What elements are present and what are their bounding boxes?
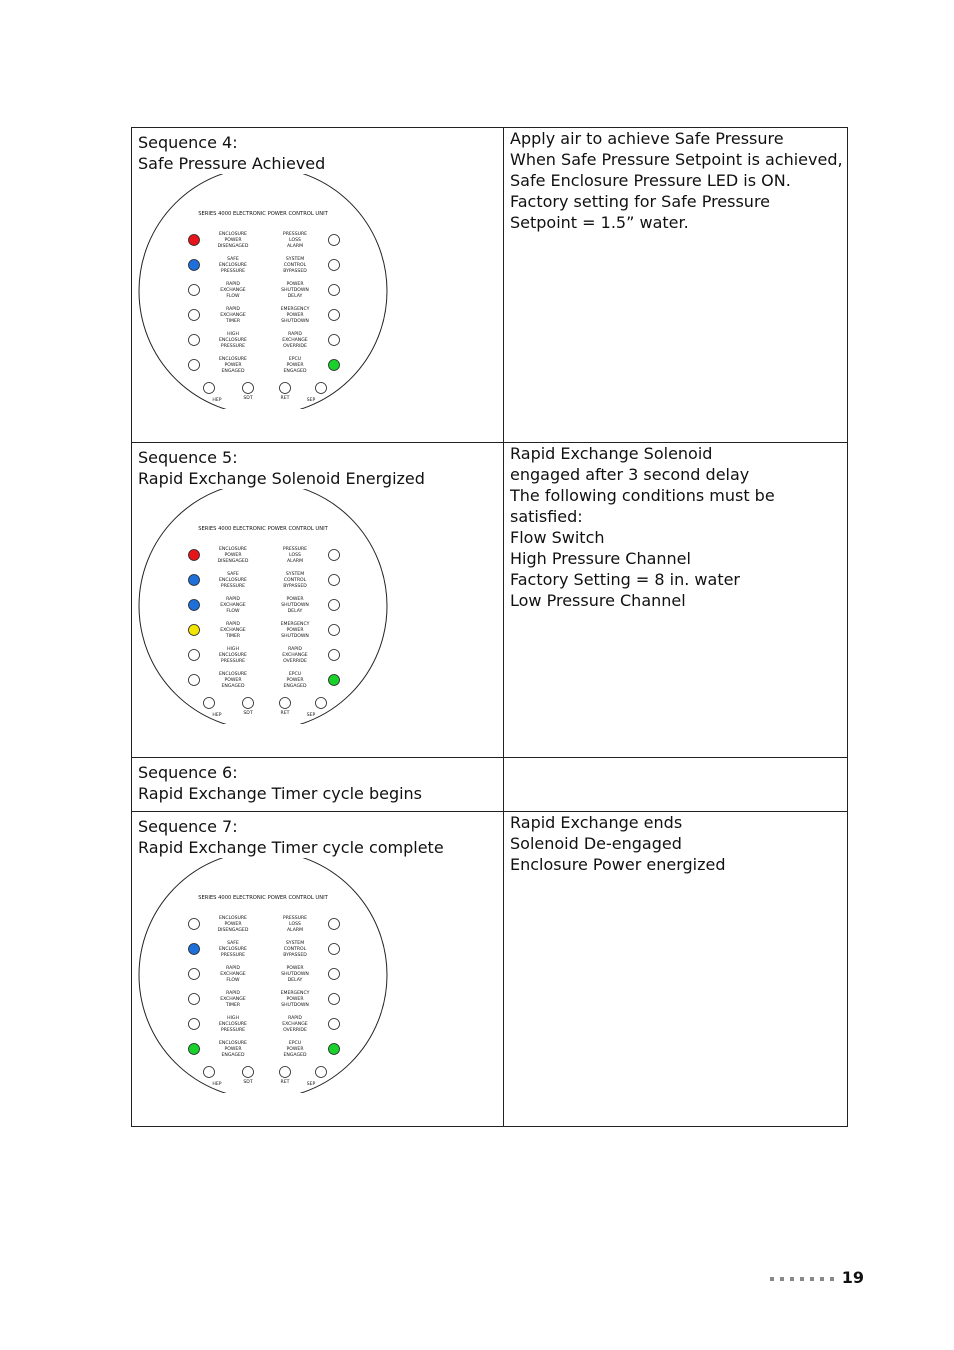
indicator-label: RAPID (288, 1016, 302, 1021)
indicator-label: PRESSURE (220, 953, 246, 958)
bottom-indicator (316, 698, 327, 709)
indicator-label: EXCHANGE (220, 972, 246, 977)
description-line: Rapid Exchange Solenoid (510, 444, 713, 463)
sequence-number: Sequence 4: (138, 133, 238, 152)
indicator-label: RAPID (226, 307, 240, 312)
description-line: Safe Enclosure Pressure LED is ON. (510, 171, 791, 190)
sequence-heading: Rapid Exchange Solenoid Energized (138, 469, 425, 488)
control-unit-dial (138, 174, 398, 409)
bottom-label: SDT (243, 396, 253, 401)
bottom-label: HEP (212, 398, 222, 403)
indicator-label: PRESSURE (282, 547, 308, 552)
indicator-label: HIGH (227, 1016, 239, 1021)
indicator-label: POWER (224, 553, 242, 558)
panel-title: SERIES 4000 ELECTRONIC POWER CONTROL UNIT (198, 526, 328, 532)
sequence-number: Sequence 6: (138, 763, 238, 782)
indicator-label: LOSS (289, 922, 301, 927)
indicator-label: CONTROL (283, 578, 307, 583)
indicator-label: EXCHANGE (220, 628, 246, 633)
led-indicator (329, 360, 340, 371)
footer-dots (770, 1268, 840, 1287)
sequence-number: Sequence 5: (138, 448, 238, 467)
sequence-table (131, 127, 848, 1127)
bottom-indicator (243, 698, 254, 709)
indicator-label: EXCHANGE (220, 313, 246, 318)
led-indicator (189, 260, 200, 271)
indicator-label: HIGH (227, 332, 239, 337)
led-indicator (329, 1044, 340, 1055)
description-line: High Pressure Channel (510, 549, 691, 568)
sequence-title (132, 812, 503, 858)
indicator-label: PRESSURE (220, 1028, 246, 1033)
indicator-label: SHUTDOWN (281, 972, 309, 977)
bottom-label: HEP (212, 713, 222, 718)
led-indicator (189, 575, 200, 586)
sequence-row (132, 812, 848, 1127)
description-line: When Safe Pressure Setpoint is achieved, (510, 150, 843, 169)
led-indicator (189, 335, 200, 346)
sequence-row (132, 443, 848, 758)
indicator-label: LOSS (289, 553, 301, 558)
dial-outline (139, 489, 387, 724)
description-line: Setpoint = 1.5” water. (510, 213, 689, 232)
indicator-label: DELAY (287, 978, 303, 983)
indicator-label: TIMER (225, 634, 241, 639)
indicator-label: POWER (224, 922, 242, 927)
sequence-row (132, 128, 848, 443)
indicator-label: EPCU (288, 357, 302, 362)
bottom-indicator (316, 383, 327, 394)
description-line: Enclosure Power energized (510, 855, 726, 874)
indicator-label: ALARM (286, 928, 304, 933)
control-unit-dial (138, 489, 398, 724)
indicator-label: TIMER (225, 319, 241, 324)
led-indicator (329, 944, 340, 955)
bottom-label: SDT (243, 711, 253, 716)
indicator-label: ENCLOSURE (219, 357, 247, 362)
indicator-label: SYSTEM (285, 941, 305, 946)
indicator-label: ENGAGED (221, 1053, 245, 1058)
led-indicator (329, 260, 340, 271)
indicator-label: ENCLOSURE (219, 672, 247, 677)
indicator-label: ENCLOSURE (219, 653, 247, 658)
led-indicator (189, 600, 200, 611)
indicator-label: CONTROL (283, 947, 307, 952)
indicator-label: EMERGENCY (280, 622, 310, 627)
bottom-label: HEP (212, 1082, 222, 1087)
led-indicator (329, 625, 340, 636)
bottom-label: SDT (243, 1080, 253, 1085)
led-indicator (329, 994, 340, 1005)
indicator-label: EXCHANGE (282, 1022, 308, 1027)
description-line: Low Pressure Channel (510, 591, 686, 610)
indicator-label: EXCHANGE (220, 288, 246, 293)
indicator-label: POWER (286, 1047, 304, 1052)
led-indicator (189, 969, 200, 980)
led-indicator (189, 944, 200, 955)
indicator-label: POWER (286, 966, 304, 971)
bottom-indicator (243, 383, 254, 394)
indicator-label: RAPID (226, 966, 240, 971)
bottom-label: SEP (306, 398, 316, 403)
led-indicator (189, 1044, 200, 1055)
indicator-label: OVERRIDE (283, 659, 307, 664)
indicator-label: PRESSURE (220, 344, 246, 349)
bottom-indicator (243, 1067, 254, 1078)
indicator-label: DISENGAGED (217, 244, 249, 249)
indicator-label: OVERRIDE (283, 1028, 307, 1033)
led-indicator (329, 650, 340, 661)
sequence-heading: Rapid Exchange Timer cycle begins (138, 784, 423, 803)
sequence-heading: Safe Pressure Achieved (138, 154, 326, 173)
indicator-label: EXCHANGE (282, 653, 308, 658)
led-indicator (189, 310, 200, 321)
description-line: Flow Switch (510, 528, 605, 547)
indicator-label: ENCLOSURE (219, 232, 247, 237)
sequence-left-cell (132, 128, 504, 443)
led-indicator (329, 1019, 340, 1030)
sequence-description (504, 812, 726, 875)
led-indicator (189, 360, 200, 371)
sequence-title (132, 758, 503, 804)
indicator-label: DISENGAGED (217, 928, 249, 933)
description-line: satisfied: (510, 507, 583, 526)
indicator-label: RAPID (226, 991, 240, 996)
indicator-label: PRESSURE (220, 584, 246, 589)
indicator-label: RAPID (226, 597, 240, 602)
control-unit-dial (138, 858, 398, 1093)
led-indicator (189, 285, 200, 296)
indicator-label: ENCLOSURE (219, 578, 247, 583)
indicator-label: ENCLOSURE (219, 263, 247, 268)
led-indicator (329, 235, 340, 246)
indicator-label: ENGAGED (221, 369, 245, 374)
sequence-title (132, 128, 503, 174)
indicator-label: EMERGENCY (280, 991, 310, 996)
bottom-indicator (316, 1067, 327, 1078)
indicator-label: SYSTEM (285, 572, 305, 577)
led-indicator (329, 675, 340, 686)
dial-outline (139, 858, 387, 1093)
bottom-label: RET (280, 396, 290, 401)
indicator-label: SAFE (227, 572, 239, 577)
indicator-label: ENCLOSURE (219, 1041, 247, 1046)
indicator-label: ENGAGED (283, 1053, 307, 1058)
sequence-description (504, 128, 843, 233)
panel-title: SERIES 4000 ELECTRONIC POWER CONTROL UNIT (198, 211, 328, 217)
indicator-label: EXCHANGE (220, 603, 246, 608)
sequence-left-cell (132, 812, 504, 1127)
description-line: Apply air to achieve Safe Pressure (510, 129, 784, 148)
sequence-right-cell (504, 443, 848, 758)
indicator-label: OVERRIDE (283, 344, 307, 349)
indicator-label: ENCLOSURE (219, 338, 247, 343)
led-indicator (189, 919, 200, 930)
bottom-indicator (204, 1067, 215, 1078)
description-line: Factory Setting = 8 in. water (510, 570, 741, 589)
indicator-label: POWER (286, 678, 304, 683)
indicator-label: RAPID (288, 332, 302, 337)
description-line: Factory setting for Safe Pressure (510, 192, 771, 211)
led-indicator (189, 994, 200, 1005)
indicator-label: ENGAGED (221, 684, 245, 689)
indicator-label: SHUTDOWN (281, 634, 309, 639)
indicator-label: BYPASSED (283, 953, 307, 958)
description-line: The following conditions must be (510, 486, 775, 505)
panel-title: SERIES 4000 ELECTRONIC POWER CONTROL UNIT (198, 895, 328, 901)
bottom-indicator (280, 1067, 291, 1078)
bottom-label: RET (280, 1080, 290, 1085)
indicator-label: PRESSURE (282, 916, 308, 921)
bottom-label: SEP (306, 1082, 316, 1087)
indicator-label: HIGH (227, 647, 239, 652)
led-indicator (329, 919, 340, 930)
sequence-right-cell (504, 128, 848, 443)
indicator-label: SHUTDOWN (281, 1003, 309, 1008)
indicator-label: EPCU (288, 1041, 302, 1046)
indicator-label: RAPID (226, 282, 240, 287)
indicator-label: ENCLOSURE (219, 547, 247, 552)
description-line: engaged after 3 second delay (510, 465, 750, 484)
sequence-number: Sequence 7: (138, 817, 238, 836)
page-number: 19 (841, 1268, 864, 1287)
sequence-right-cell (504, 758, 848, 812)
indicator-label: POWER (286, 997, 304, 1002)
indicator-label: BYPASSED (283, 269, 307, 274)
indicator-label: ENGAGED (283, 684, 307, 689)
indicator-label: SAFE (227, 257, 239, 262)
indicator-label: ALARM (286, 559, 304, 564)
led-indicator (329, 285, 340, 296)
indicator-label: SHUTDOWN (281, 319, 309, 324)
indicator-label: SAFE (227, 941, 239, 946)
sequence-row (132, 758, 848, 812)
led-indicator (189, 1019, 200, 1030)
led-indicator (189, 625, 200, 636)
indicator-label: FLOW (226, 978, 240, 983)
indicator-label: LOSS (289, 238, 301, 243)
bottom-indicator (204, 383, 215, 394)
led-indicator (329, 600, 340, 611)
indicator-label: TIMER (225, 1003, 241, 1008)
sequence-heading: Rapid Exchange Timer cycle complete (138, 838, 444, 857)
indicator-label: ENCLOSURE (219, 947, 247, 952)
indicator-label: POWER (286, 597, 304, 602)
description-line: Rapid Exchange ends (510, 813, 683, 832)
indicator-label: EMERGENCY (280, 307, 310, 312)
indicator-label: EPCU (288, 672, 302, 677)
indicator-label: EXCHANGE (220, 997, 246, 1002)
led-indicator (329, 335, 340, 346)
indicator-label: SYSTEM (285, 257, 305, 262)
indicator-label: BYPASSED (283, 584, 307, 589)
indicator-label: CONTROL (283, 263, 307, 268)
indicator-label: POWER (224, 678, 242, 683)
indicator-label: POWER (286, 628, 304, 633)
page-footer (770, 1268, 864, 1287)
bottom-label: SEP (306, 713, 316, 718)
indicator-label: ALARM (286, 244, 304, 249)
sequence-right-cell (504, 812, 848, 1127)
led-indicator (189, 675, 200, 686)
indicator-label: RAPID (226, 622, 240, 627)
indicator-label: POWER (286, 282, 304, 287)
indicator-label: POWER (286, 363, 304, 368)
indicator-label: POWER (224, 363, 242, 368)
led-indicator (189, 235, 200, 246)
sequence-left-cell (132, 443, 504, 758)
led-indicator (329, 969, 340, 980)
bottom-indicator (280, 383, 291, 394)
indicator-label: PRESSURE (220, 269, 246, 274)
sequence-left-cell (132, 758, 504, 812)
indicator-label: FLOW (226, 609, 240, 614)
indicator-label: DELAY (287, 294, 303, 299)
indicator-label: ENGAGED (283, 369, 307, 374)
sequence-title (132, 443, 503, 489)
indicator-label: ENCLOSURE (219, 916, 247, 921)
indicator-label: POWER (224, 238, 242, 243)
bottom-indicator (204, 698, 215, 709)
indicator-label: DISENGAGED (217, 559, 249, 564)
led-indicator (329, 550, 340, 561)
led-indicator (189, 650, 200, 661)
indicator-label: ENCLOSURE (219, 1022, 247, 1027)
indicator-label: RAPID (288, 647, 302, 652)
indicator-label: FLOW (226, 294, 240, 299)
sequence-description (504, 443, 775, 611)
led-indicator (189, 550, 200, 561)
led-indicator (329, 310, 340, 321)
indicator-label: SHUTDOWN (281, 288, 309, 293)
indicator-label: DELAY (287, 609, 303, 614)
bottom-label: RET (280, 711, 290, 716)
led-indicator (329, 575, 340, 586)
indicator-label: SHUTDOWN (281, 603, 309, 608)
bottom-indicator (280, 698, 291, 709)
indicator-label: POWER (224, 1047, 242, 1052)
indicator-label: PRESSURE (220, 659, 246, 664)
indicator-label: PRESSURE (282, 232, 308, 237)
description-line: Solenoid De-engaged (510, 834, 682, 853)
indicator-label: POWER (286, 313, 304, 318)
indicator-label: EXCHANGE (282, 338, 308, 343)
dial-outline (139, 174, 387, 409)
